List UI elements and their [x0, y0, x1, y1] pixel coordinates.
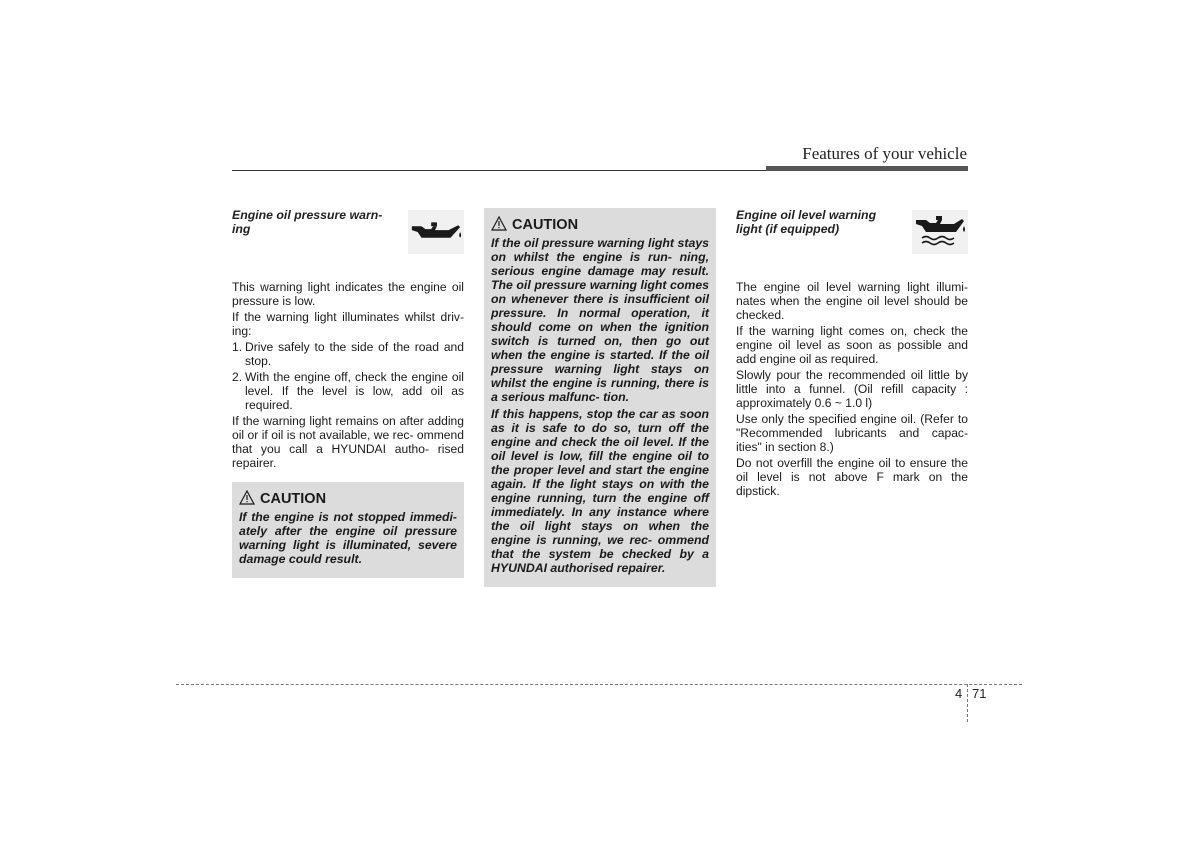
- header-rule: [232, 170, 766, 171]
- paragraph: If the warning light illuminates whilst driv- ing:: [232, 310, 464, 338]
- oil-can-icon: [408, 210, 464, 254]
- chapter-number: 4: [955, 686, 963, 701]
- caution-text: If the engine is not stopped immedi- ately after the engine oil pressure warning light is illuminated, severe damage could result.: [239, 510, 457, 566]
- oil-level-body: [736, 280, 968, 498]
- list-text: Drive safely to the side of the road and stop.: [245, 340, 464, 368]
- caution-title: [239, 490, 457, 508]
- paragraph: If the warning light comes on, check the engine oil level as soon as possible and add engine oil as required.: [736, 324, 968, 366]
- caution-text: If the oil pressure warning light stays on whilst the engine is run- ning, serious engine damage may result. The oil pressure warning light comes on whenever there is insufficient oil pressure. In normal operation, it should come on when the ignition switch is turned on, then go out when the engine is started. If the oil pressure warning light stays on whilst the engine is running, there is a serious malfunc- tion.: [491, 236, 709, 404]
- list-text: With the engine off, check the engine oil level. If the level is low, add oil as required.: [245, 370, 464, 412]
- paragraph: The engine oil level warning light illumi- nates when the engine oil level should be checked.: [736, 280, 968, 322]
- column-oil-level: [736, 208, 968, 500]
- warning-triangle-icon: [491, 216, 507, 234]
- oil-level-heading: Engine oil level warning light (if equipped): [736, 208, 877, 236]
- list-number: 2.: [232, 370, 243, 384]
- caution-label: CAUTION: [260, 491, 327, 507]
- footer-rule: [176, 684, 1022, 685]
- paragraph: Slowly pour the recommended oil little by little into a funnel. (Oil refill capacity : approximately 0.6 ~ 1.0 l): [736, 368, 968, 410]
- oil-pressure-body: [232, 280, 464, 470]
- column-caution: [484, 208, 716, 587]
- footer-divider: [967, 684, 968, 722]
- caution-box-large: [484, 208, 716, 587]
- caution-title: [491, 216, 709, 234]
- list-item: [232, 370, 464, 412]
- caution-box-small: [232, 482, 464, 578]
- list-item: [232, 340, 464, 368]
- paragraph: Use only the specified engine oil. (Refer to "Recommended lubricants and capac- ities" in section 8.): [736, 412, 968, 454]
- oil-pressure-heading: Engine oil pressure warn- ing: [232, 208, 383, 236]
- caution-label: CAUTION: [512, 217, 579, 233]
- paragraph: Do not overfill the engine oil to ensure the oil level is not above F mark on the dipstick.: [736, 456, 968, 498]
- list-number: 1.: [232, 340, 243, 354]
- warning-triangle-icon: [239, 490, 255, 508]
- paragraph: This warning light indicates the engine oil pressure is low.: [232, 280, 464, 308]
- header-bar: [766, 166, 968, 171]
- oil-level-icon: [912, 210, 968, 254]
- paragraph: If the warning light remains on after adding oil or if oil is not available, we rec- ommend that you call a HYUNDAI autho- rised repairer.: [232, 414, 464, 470]
- page-header-title: Features of your vehicle: [802, 144, 967, 163]
- page-number: 71: [972, 686, 987, 701]
- caution-text: If this happens, stop the car as soon as it is safe to do so, turn off the engine and check the oil level. If the oil level is low, fill the engine oil to the proper level and start the engine again. If the light stays on with the engine running, turn the engine off immediately. In any instance where the oil light stays on when the engine is running, we rec- ommend that the system be checked by a HYUNDAI authorised repairer.: [491, 407, 709, 575]
- column-oil-pressure: [232, 208, 464, 578]
